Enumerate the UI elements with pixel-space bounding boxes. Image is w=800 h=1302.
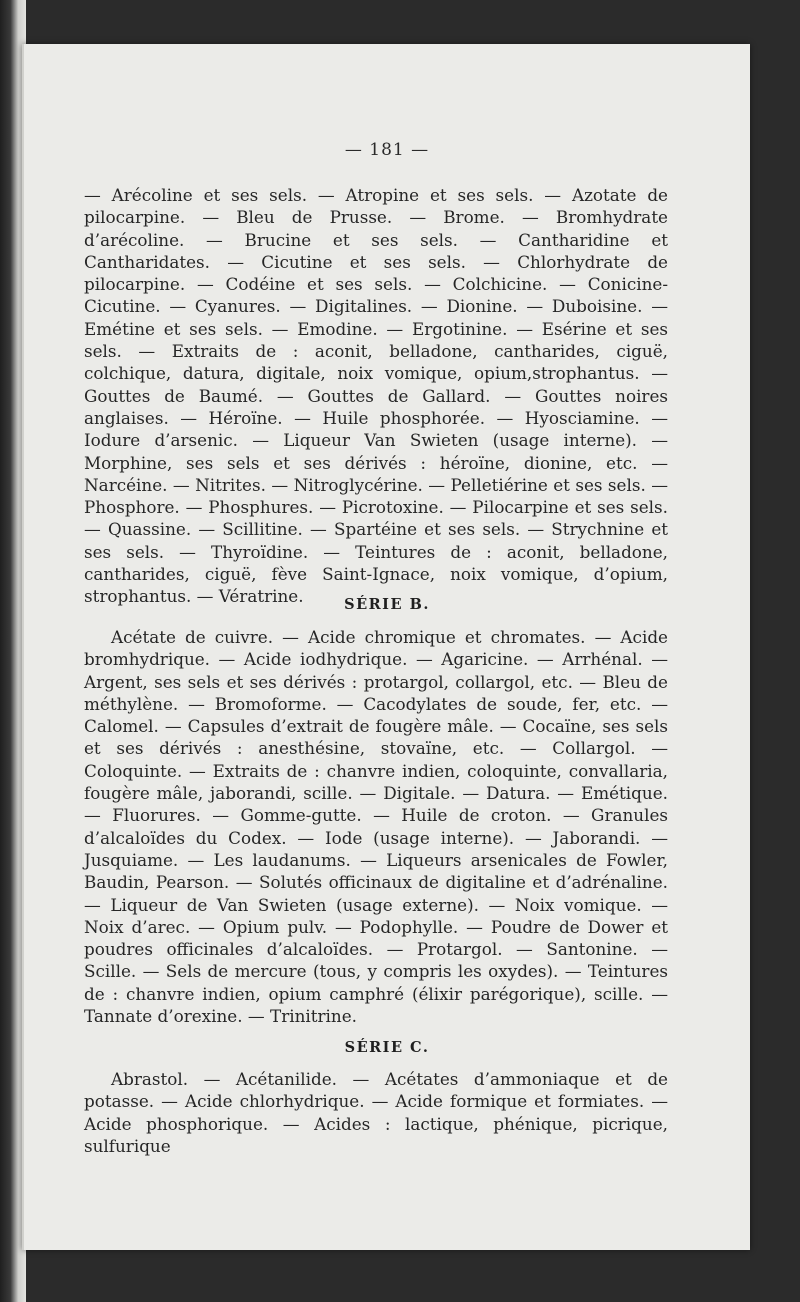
serie-c-paragraph: Abrastol. — Acétanilide. — Acétates d’ammoniaque et de potasse. — Acide chlorhydrique. — Acide formique et formiates. — Acide phosphorique. — Acides : lactique, phénique, picrique, sulfurique bbox=[84, 1069, 668, 1156]
page-number: — 181 — bbox=[344, 140, 430, 160]
serie-b-paragraph: Acétate de cuivre. — Acide chromique et chromates. — Acide bromhydrique. — Acide iodhydrique. — Agaricine. — Arrhénal. — Argent, ses sels et ses dérivés : protargol, collargol, etc. — Bleu de méthylène. — Bromoforme. — Cacodylates de soude, fer, etc. — Calomel. — Capsules d’extrait de fougère mâle. — Cocaïne, ses sels et ses dérivés : anesthésine, stovaïne, etc. — Collargol. — Coloquinte. — Extraits de : chanvre indien, coloquinte, convallaria, fougère mâle, jaborandi, scille. — Digitale. — Datura. — Emétique. — Fluorures. — Gomme-gutte. — Huile de croton. — Granules d’alcaloïdes du Codex. — Iode (usage interne). — Jaborandi. — Jusquiame. — Les laudanums. — Liqueurs arsenicales de Fowler, Baudin, Pearson. — Solutés officinaux de digitaline et d’adrénaline. — Liqueur de Van Swieten (usage externe). — Noix vomique. — Noix d’arec. — Opium pulv. — Podophylle. — Poudre de Dower et poudres officinales d’alcaloïdes. — Protargol. — Santonine. — Scille. — Sels de mercure (tous, y compris les oxydes). — Teintures de : chanvre indien, opium camphré (élixir parégorique), scille. — Tannate d’orexine. — Trinitrine. bbox=[84, 627, 668, 1027]
book-page bbox=[22, 44, 750, 1250]
serie-a-paragraph: — Arécoline et ses sels. — Atropine et ses sels. — Azotate de pilocarpine. — Bleu de Prusse. — Brome. — Bromhydrate d’arécoline. — Brucine et ses sels. — Cantharidine et Cantharidates. — Cicutine et ses sels. — Chlorhydrate de pilocarpine. — Codéine et ses sels. — Colchicine. — Conicine-Cicutine. — Cyanures. — Digitalines. — Dionine. — Duboisine. —Emétine et ses sels. — Emodine. — Ergotinine. — Esérine et ses sels. — Extraits de : aconit, belladone, cantharides, ciguë, colchique, datura, digitale, noix vomique, opium,strophantus. — Gouttes de Baumé. — Gouttes de Gallard. — Gouttes noires anglaises. — Héroïne. — Huile phosphorée. — Hyosciamine. — Iodure d’arsenic. — Liqueur Van Swieten (usage interne). — Morphine, ses sels et ses dérivés : héroïne, dionine, etc. — Narcéine. — Nitrites. — Nitroglycérine. — Pelletiérine et ses sels. — Phosphore. — Phosphures. — Picrotoxine. — Pilocarpine et ses sels. — Quassine. — Scillitine. — Spartéine et ses sels. — Strychnine et ses sels. — Thyroïdine. — Teintures de : aconit, belladone, cantharides, ciguë, fève Saint-Ignace, noix vomique, d’opium, strophantus. — Vératrine. bbox=[84, 185, 668, 607]
serie-b-heading: SÉRIE B. bbox=[344, 596, 430, 613]
serie-c-heading: SÉRIE C. bbox=[344, 1039, 430, 1056]
